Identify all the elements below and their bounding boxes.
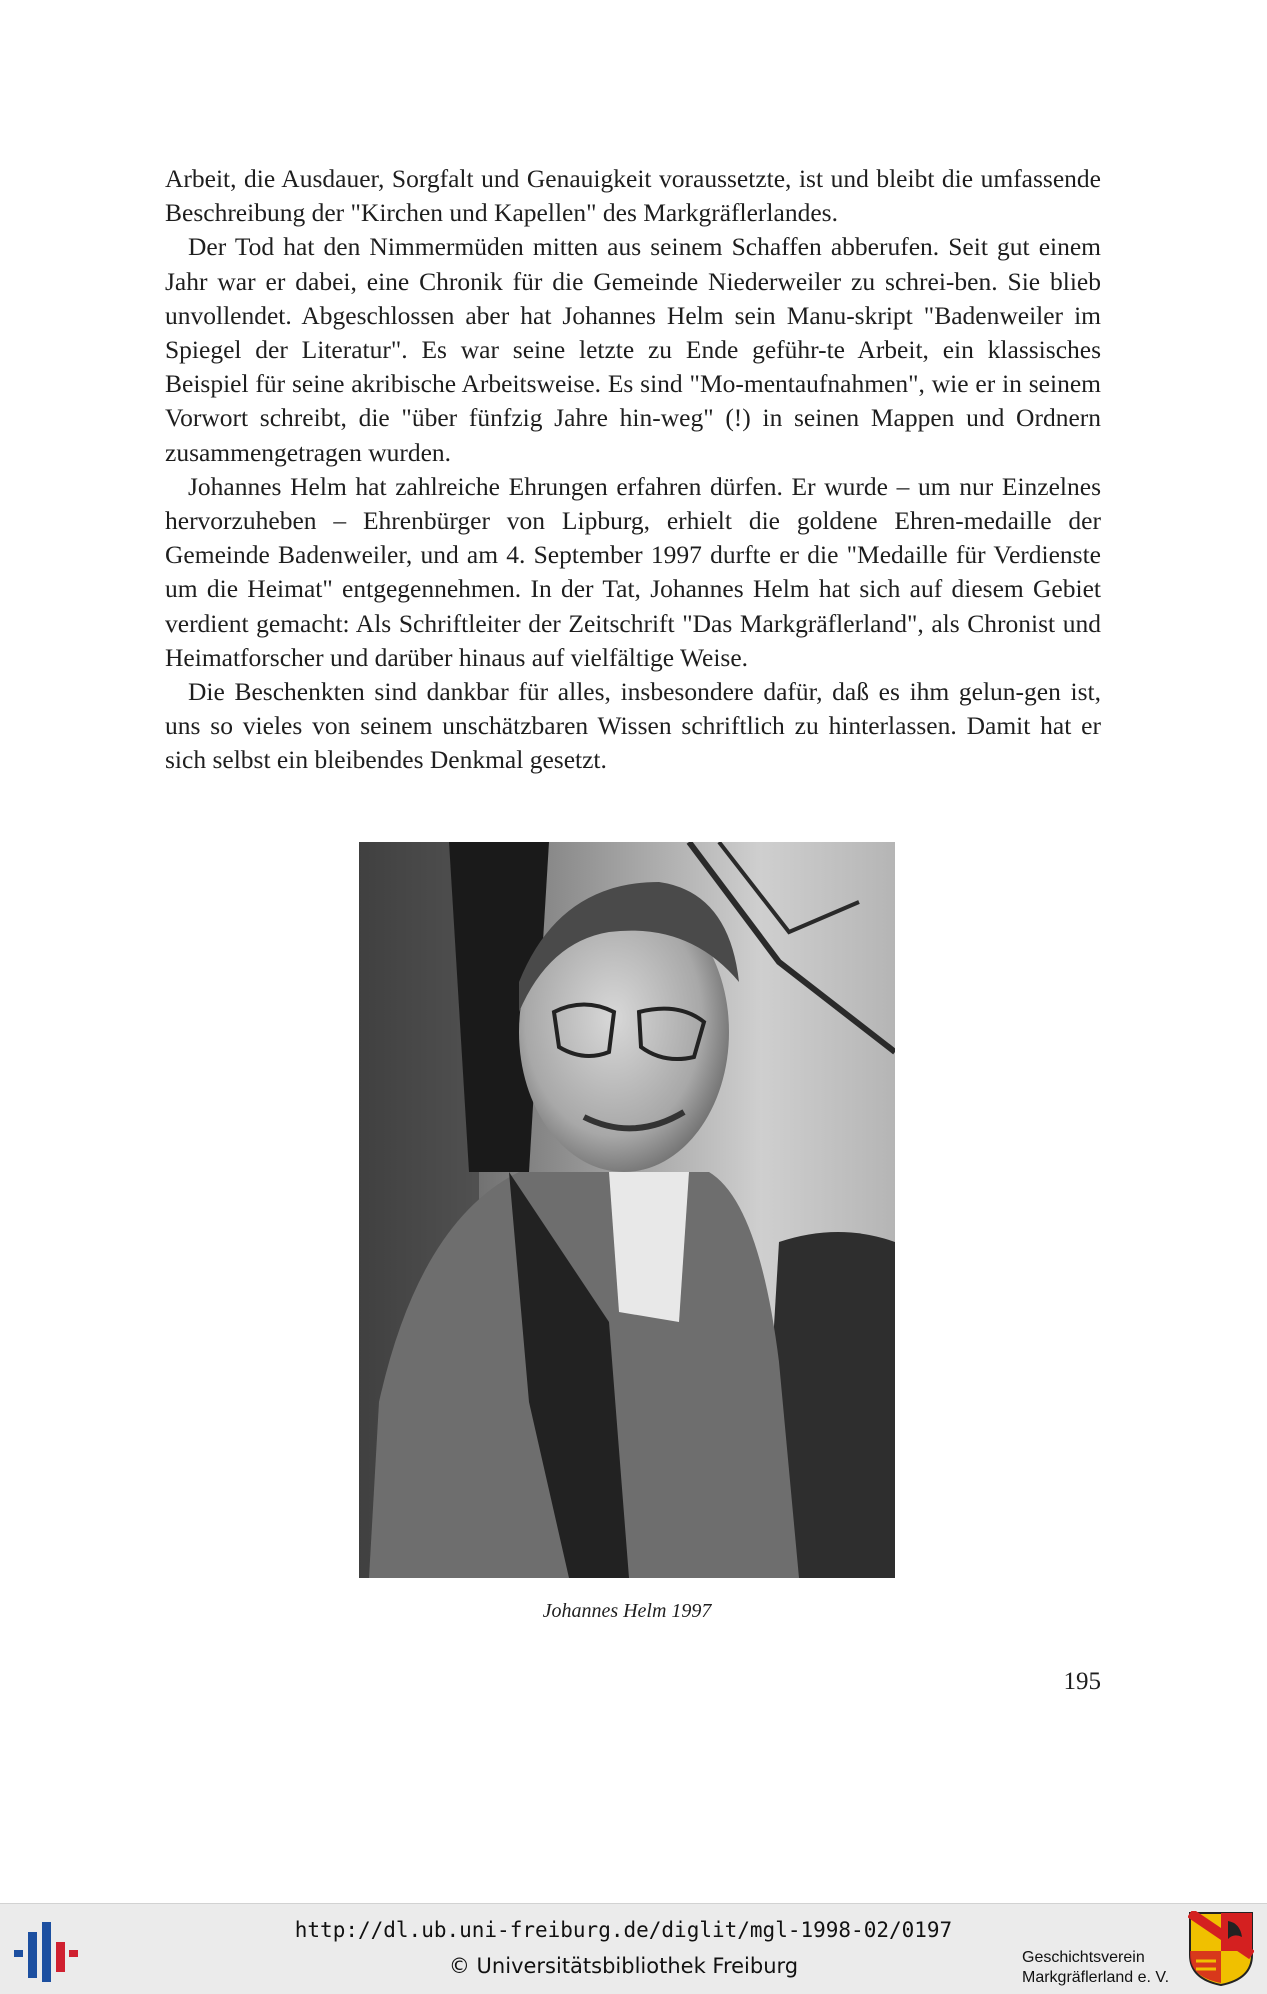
paragraph: Arbeit, die Ausdauer, Sorgfalt und Genauigkeit voraussetzte, ist und bleibt die umfassende Beschreibung der "Kirchen und Kapellen" des Markgräflerlandes. [165, 164, 1101, 228]
portrait-photo-image [359, 842, 895, 1578]
copyright-text: © Universitätsbibliothek Freiburg [448, 1954, 799, 1978]
body-text [165, 162, 1101, 778]
page-number: 195 [1063, 1668, 1101, 1695]
photo-caption: Johannes Helm 1997 [542, 1600, 712, 1622]
paragraph: Johannes Helm hat zahlreiche Ehrungen erfahren dürfen. Er wurde – um nur Einzelnes hervorzuheben – Ehrenbürger von Lipburg, erhielt die goldene Ehren-medaille der Gemeinde Badenweiler, und am 4. September 1997 durfte er die "Medaille für Verdienste um die Heimat" entgegennehmen. In der Tat, Johannes Helm hat sich auf diesem Gebiet verdient gemacht: Als Schriftleiter der Zeitschrift "Das Markgräflerland", als Chronist und Heimatforscher und darüber hinaus auf vielfältige Weise. [165, 471, 1101, 672]
paragraph: Der Tod hat den Nimmermüden mitten aus seinem Schaffen abberufen. Seit gut einem Jahr war er dabei, eine Chronik für die Gemeinde Niederweiler zu schrei-ben. Sie blieb unvollendet. Abgeschlossen aber hat Johannes Helm sein Manu-skript "Badenweiler im Spiegel der Literatur". Es war seine letzte zu Ende geführ-te Arbeit, ein klassisches Beispiel für seine akribische Arbeitsweise. Es sind "Mo-mentaufnahmen", wie er in seinem Vorwort schreibt, die "über fünfzig Jahre hin-weg" (!) in seinen Mappen und Ordnern zusammengetragen wurden. [165, 232, 1101, 467]
society-name [1022, 1948, 1169, 1988]
society-name-line: Geschichtsverein [1022, 1949, 1145, 1966]
portrait-photo [359, 842, 895, 1578]
society-name-line: Markgräflerland e. V. [1022, 1969, 1170, 1986]
paragraph: Die Beschenkten sind dankbar für alles, insbesondere dafür, daß es ihm gelun-gen ist, uns so vieles von seinem unschätzbaren Wissen schriftlich zu hinterlassen. Damit hat er sich selbst ein bleibendes Denkmal gesetzt. [165, 677, 1101, 775]
document-url-link[interactable]: http://dl.ub.uni-freiburg.de/diglit/mgl-1998-02/0197 [294, 1918, 953, 1942]
crest-icon[interactable] [1188, 1911, 1254, 1987]
